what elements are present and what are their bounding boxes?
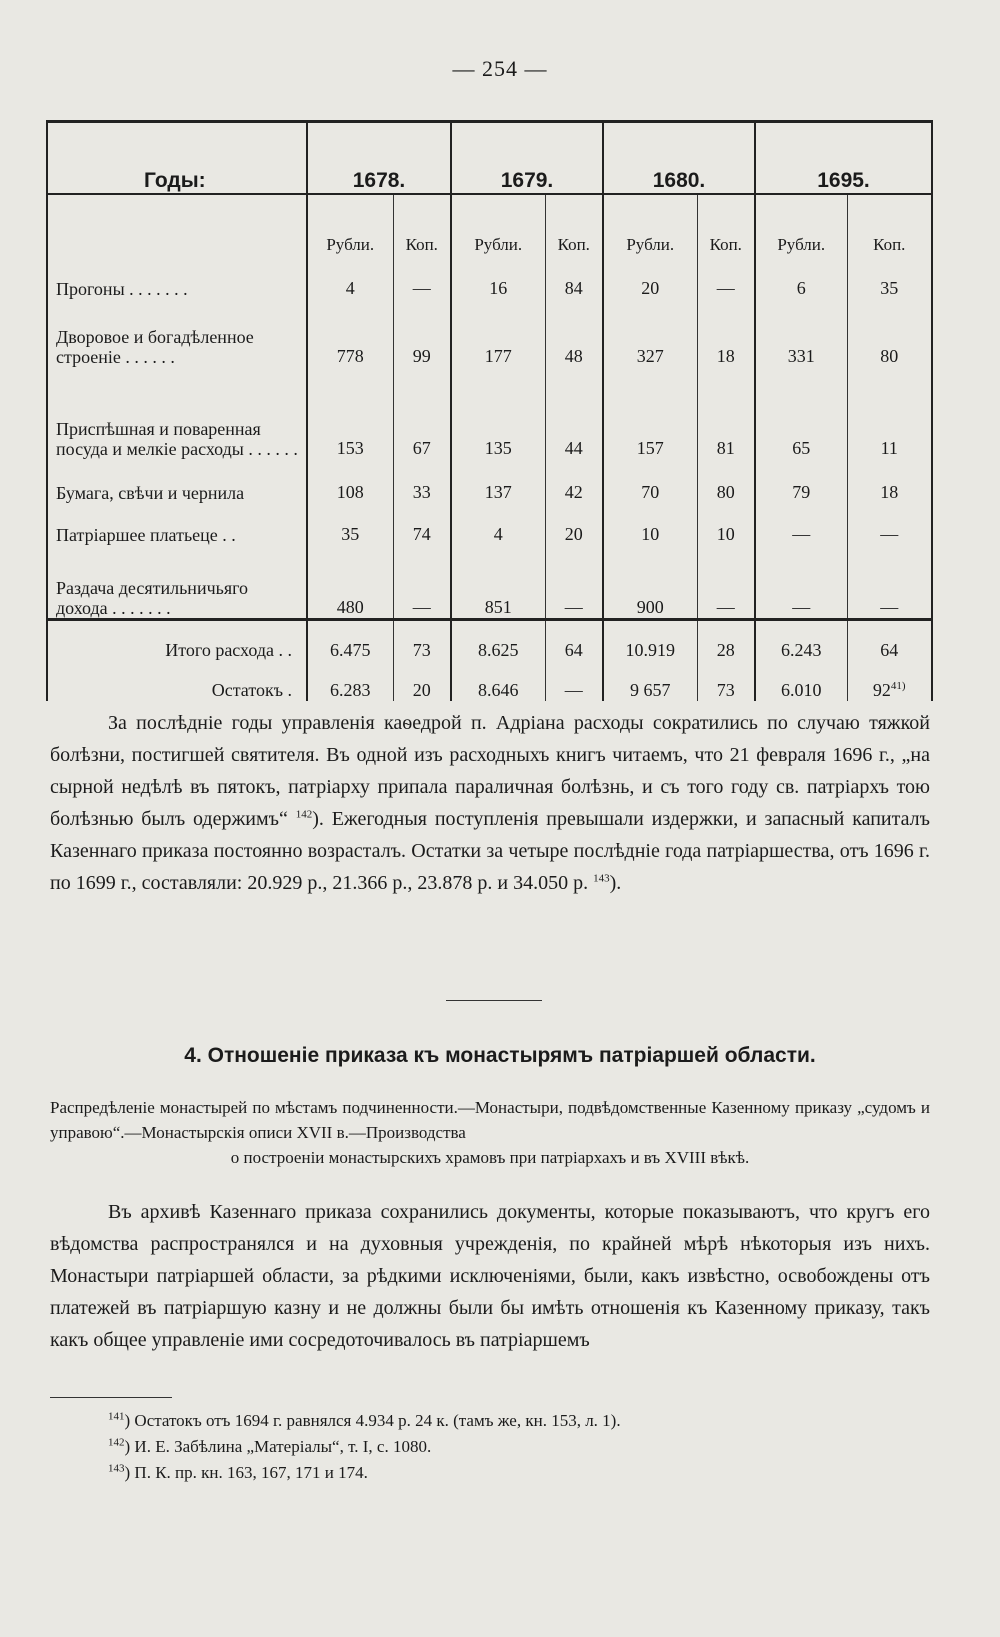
years-label: Годы: — [47, 122, 307, 195]
table-cell: 4 — [307, 255, 393, 299]
table-cell: — — [755, 503, 847, 545]
table-cell: 157 — [603, 367, 697, 459]
table-row — [47, 459, 932, 503]
table-row — [47, 299, 932, 367]
row-label: Бумага, свѣчи и чернила — [47, 459, 307, 503]
table-cell: 18 — [697, 299, 755, 367]
table-cell: 44 — [545, 367, 603, 459]
section-summary — [50, 1095, 930, 1170]
unit-rub: Рубли. — [307, 194, 393, 255]
table-cell: 73 — [393, 619, 451, 661]
table-cell: 9 657 — [603, 661, 697, 701]
table-cell: — — [545, 661, 603, 701]
unit-kop: Коп. — [393, 194, 451, 255]
table-cell: 4 — [451, 503, 545, 545]
table-cell: — — [697, 545, 755, 619]
table-cell: 99 — [393, 299, 451, 367]
paragraph-text: ). Ежегодныя поступленія превышали издержки, и запасный капиталъ Казеннаго приказа постоянно возрасталъ. Остатки за четыре послѣдніе года патріаршества, отъ 1696 г. по 1699 г., составляли: 20.929 р., 21.366 р., 23.878 р. и 34.050 р. — [50, 808, 930, 894]
unit-kop: Коп. — [697, 194, 755, 255]
table-cell: 153 — [307, 367, 393, 459]
table-cell: 6.475 — [307, 619, 393, 661]
footnote-ref: 41) — [890, 679, 906, 692]
table-cell: 6 — [755, 255, 847, 299]
table-cell: 900 — [603, 545, 697, 619]
table-cell: 20 — [603, 255, 697, 299]
summary-text: Распредѣленіе монастырей по мѣстамъ подчиненности.—Монастыри, подвѣдомственные Казенному приказу „судомъ и управою“.—Монастырскія описи XVII в.—Производства — [50, 1098, 930, 1142]
table-cell: — — [393, 255, 451, 299]
table-cell: 6.243 — [755, 619, 847, 661]
footnote-number: 143 — [108, 1462, 125, 1475]
cell-value: 92 — [872, 679, 891, 700]
table-cell: — — [755, 545, 847, 619]
balance-row — [47, 661, 932, 701]
year-header: 1678. — [307, 122, 451, 195]
table-cell: 70 — [603, 459, 697, 503]
table-cell: 135 — [451, 367, 545, 459]
table-cell: 18 — [847, 459, 932, 503]
footnote-divider — [50, 1397, 172, 1398]
table-cell: 48 — [545, 299, 603, 367]
table-cell: 28 — [697, 619, 755, 661]
table-cell: 79 — [755, 459, 847, 503]
table-cell: 35 — [307, 503, 393, 545]
table-cell: 10.919 — [603, 619, 697, 661]
footnote-text: ) П. К. пр. кн. 163, 167, 171 и 174. — [124, 1463, 368, 1482]
footnote-text: ) И. Е. Забѣлина „Матеріалы“, т. I, с. 1080. — [124, 1437, 432, 1456]
table-cell: 327 — [603, 299, 697, 367]
table-cell: 331 — [755, 299, 847, 367]
section-divider — [446, 1000, 542, 1001]
table-cell: 6.010 — [755, 661, 847, 701]
unit-rub: Рубли. — [603, 194, 697, 255]
table-cell: 80 — [847, 299, 932, 367]
table-cell: 6.283 — [307, 661, 393, 701]
year-header-row — [47, 122, 932, 195]
row-label: Патріаршее платьеце . . — [47, 503, 307, 545]
row-label: Итого расхода . . — [47, 619, 307, 661]
table-cell: 177 — [451, 299, 545, 367]
table-cell — [847, 661, 932, 701]
unit-header-row — [47, 194, 932, 255]
row-label: Прогоны . . . . . . . — [47, 255, 307, 299]
footnote — [108, 1460, 928, 1486]
table-cell: 778 — [307, 299, 393, 367]
row-label: Дворовое и богадѣленное строеніе . . . . . . — [47, 299, 307, 367]
footnote-number: 142 — [108, 1436, 125, 1449]
table-cell: 74 — [393, 503, 451, 545]
table-row — [47, 367, 932, 459]
table-cell: — — [847, 545, 932, 619]
expenses-table-wrap — [46, 120, 931, 701]
footnote-number: 141 — [108, 1410, 125, 1423]
table-cell: — — [545, 545, 603, 619]
footnote — [108, 1434, 928, 1460]
unit-rub: Рубли. — [451, 194, 545, 255]
section-heading: 4. Отношеніе приказа къ монастырямъ патріаршей области. — [184, 1044, 816, 1067]
row-label: Приспѣшная и поваренная посуда и мелкіе расходы . . . . . . — [47, 367, 307, 459]
unit-kop: Коп. — [545, 194, 603, 255]
table-cell: 10 — [603, 503, 697, 545]
paragraph-1 — [50, 707, 930, 899]
table-cell: 64 — [545, 619, 603, 661]
table-cell: — — [847, 503, 932, 545]
table-cell: 80 — [697, 459, 755, 503]
table-cell: 480 — [307, 545, 393, 619]
total-expense-row — [47, 619, 932, 661]
table-cell: 20 — [393, 661, 451, 701]
footnote — [108, 1408, 928, 1434]
year-header: 1679. — [451, 122, 603, 195]
year-header: 1680. — [603, 122, 755, 195]
table-cell: 8.646 — [451, 661, 545, 701]
footnote-ref: 143 — [593, 872, 610, 885]
table-cell: 8.625 — [451, 619, 545, 661]
paragraph-2: Въ архивѣ Казеннаго приказа сохранились документы, которые показываютъ, что кругъ его вѣдомства распространялся и на духовныя учрежденія, по крайней мѣрѣ нѣкоторыя изъ нихъ. Монастыри патріаршей области, за рѣдкими исключеніями, были, какъ извѣстно, освобождены отъ платежей въ патріаршую казну и не должны были бы имѣть отношенія къ Казенному приказу, такъ какъ общее управленіе ими сосредоточивалось въ патріаршемъ — [50, 1201, 930, 1351]
table-cell: 137 — [451, 459, 545, 503]
table-cell: 73 — [697, 661, 755, 701]
table-cell: 81 — [697, 367, 755, 459]
table-row — [47, 545, 932, 619]
summary-text-last: о построеніи монастырскихъ храмовъ при патріархахъ и въ XVIII вѣкѣ. — [230, 1148, 750, 1167]
table-cell: — — [697, 255, 755, 299]
table-cell: 65 — [755, 367, 847, 459]
table-cell: 67 — [393, 367, 451, 459]
row-label: Остатокъ . — [47, 661, 307, 701]
unit-kop: Коп. — [847, 194, 932, 255]
table-cell: 33 — [393, 459, 451, 503]
table-cell: 16 — [451, 255, 545, 299]
table-cell: 84 — [545, 255, 603, 299]
paragraph-text: За послѣдніе годы управленія каѳедрой п. Адріана расходы сократились по случаю тяжкой болѣзни, постигшей святителя. Въ одной изъ расходныхъ книгъ читаемъ, что 21 февраля 1696 г., „на сырной недѣлѣ въ пятокъ, патріарху припала параличная болѣзнь, и съ того году св. патріархъ тою болѣзнью былъ одержимъ“ — [50, 712, 930, 830]
year-header: 1695. — [755, 122, 932, 195]
table-cell: 108 — [307, 459, 393, 503]
table-cell: 10 — [697, 503, 755, 545]
table-cell: 11 — [847, 367, 932, 459]
row-label: Раздача десятильничьяго дохода . . . . . . . — [47, 545, 307, 619]
table-cell: 35 — [847, 255, 932, 299]
footnote-text: ) Остатокъ отъ 1694 г. равнялся 4.934 р. 24 к. (тамъ же, кн. 153, л. 1). — [124, 1411, 621, 1430]
table-row — [47, 255, 932, 299]
footnote-ref: 142 — [295, 808, 313, 821]
paragraph-text: ). — [609, 872, 622, 894]
table-row — [47, 503, 932, 545]
table-cell: 20 — [545, 503, 603, 545]
footnotes — [108, 1408, 928, 1486]
page-number: — 254 — — [452, 56, 548, 81]
table-cell: — — [393, 545, 451, 619]
table-cell: 851 — [451, 545, 545, 619]
table-cell: 42 — [545, 459, 603, 503]
table-cell: 64 — [847, 619, 932, 661]
unit-rub: Рубли. — [755, 194, 847, 255]
expenses-table — [46, 120, 933, 701]
